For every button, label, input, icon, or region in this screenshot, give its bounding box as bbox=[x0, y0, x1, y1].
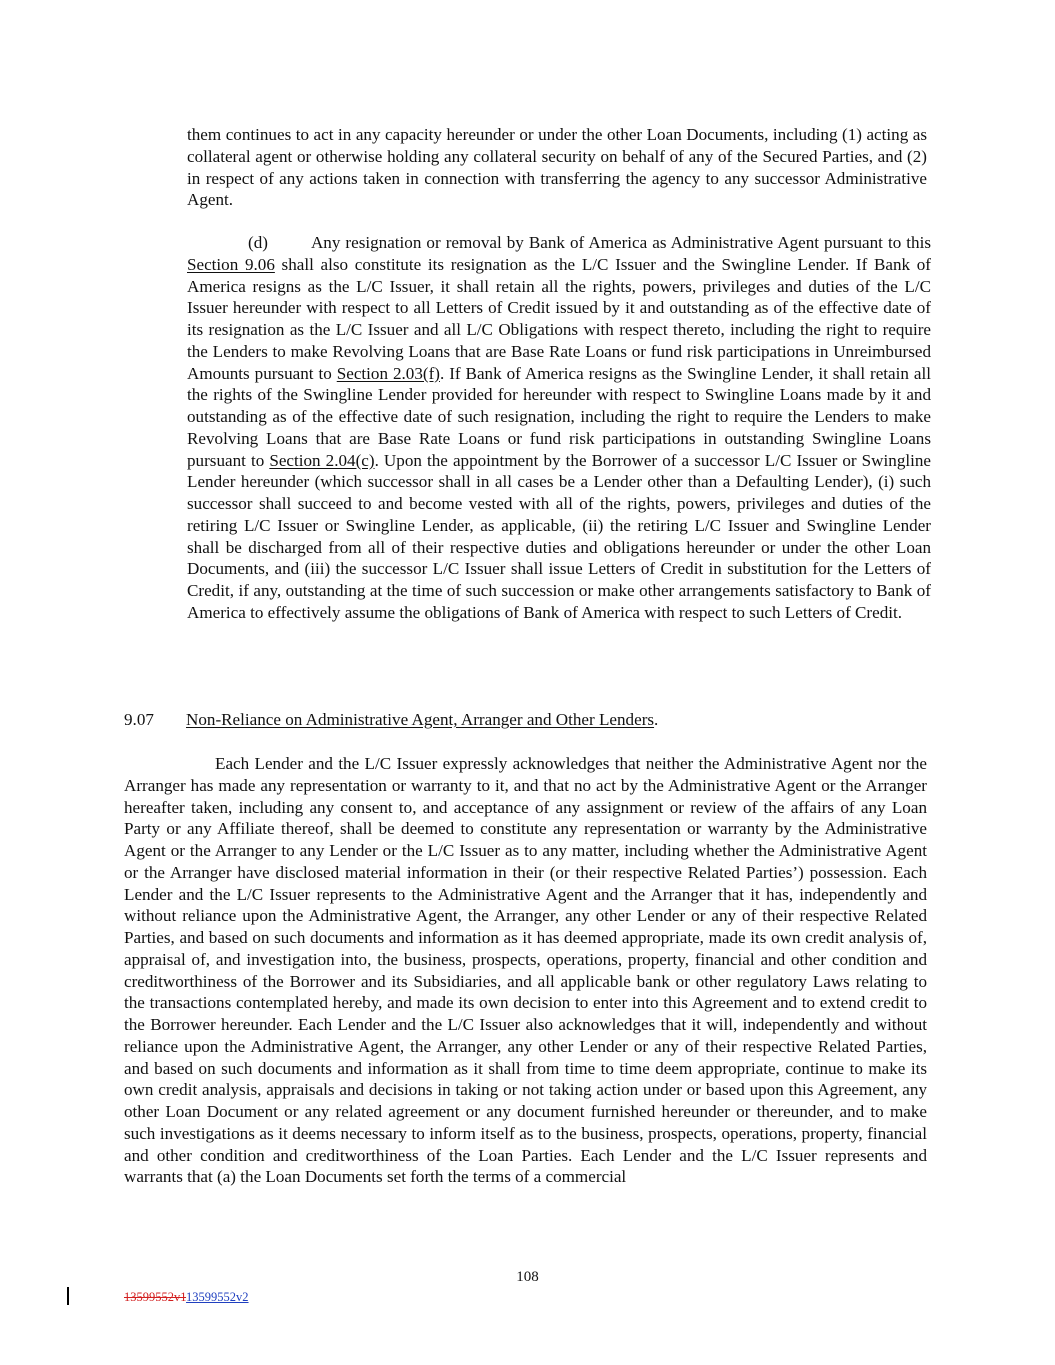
section-number: 9.07 bbox=[124, 710, 154, 729]
section-heading-9-07: 9.07 Non-Reliance on Administrative Agent, Arranger and Other Lenders. bbox=[124, 710, 659, 729]
section-2-04c-reference: Section 2.04(c) bbox=[269, 450, 375, 470]
inserted-doc-id: 13599552v2 bbox=[186, 1290, 249, 1304]
change-bar bbox=[67, 1287, 69, 1305]
document-id bbox=[124, 1290, 249, 1305]
deleted-doc-id: 13599552v1 bbox=[124, 1290, 187, 1304]
paragraph-d: (d) Any resignation or removal by Bank of America as Administrative Agent pursuant to this Section 9.06 shall also constitute its resignation as the L/C Issuer and the Swingline Lender. If Bank of America resigns as the L/C Issuer, it shall retain all the rights, powers, privileges and duties of the L/C Issuer hereunder with respect to all Letters of Credit issued by it and outstanding as of the effective date of its resignation as the L/C Issuer and all L/C Obligations with respect thereto, including the right to require the Lenders to make Revolving Loans that are Base Rate Loans or fund risk participations in Unreimbursed Amounts pursuant to Section 2.03(f). If Bank of America resigns as the Swingline Lender, it shall retain all the rights of the Swingline Lender provided for hereunder with respect to Swingline Loans made by it and outstanding as of the effective date of such resignation, including the right to require the Lenders to make Revolving Loans that are Base Rate Loans or fund risk participations in outstanding Swingline Loans pursuant to Section 2.04(c). Upon the appointment by the Borrower of a successor L/C Issuer or Swingline Lender hereunder (which successor shall in all cases be a Lender other than a Defaulting Lender), (i) such successor shall succeed to and become vested with all of the rights, powers, privileges and duties of the retiring L/C Issuer or Swingline Lender, as applicable, (ii) the retiring L/C Issuer and Swingline Lender shall be discharged from all of their respective duties and obligations hereunder or under the other Loan Documents, and (iii) the successor L/C Issuer shall issue Letters of Credit in substitution for the Letters of Credit, if any, outstanding at the time of such succession or make other arrangements satisfactory to Bank of America to effectively assume the obligations of Bank of America with respect to such Letters of Credit. bbox=[187, 233, 931, 622]
section-9-06-reference: Section 9.06 bbox=[187, 254, 275, 274]
continued-paragraph: them continues to act in any capacity hereunder or under the other Loan Documents, including (1) acting as collateral agent or otherwise holding any collateral security on behalf of any of the Secured Parties, and (2) in respect of any actions taken in connection with transferring the agency to any successor Administrative Agent. bbox=[187, 125, 927, 210]
page-number: 108 bbox=[516, 1269, 539, 1285]
paragraph-d-label: (d) bbox=[248, 233, 268, 252]
section-2-03f-reference: Section 2.03(f) bbox=[336, 363, 440, 383]
section-title: Non-Reliance on Administrative Agent, Arranger and Other Lenders bbox=[186, 710, 655, 729]
section-9-07-body: Each Lender and the L/C Issuer expressly acknowledges that neither the Administrative Agent nor the Arranger has made any representation or warranty to it, and that no act by the Administrative Agent or the Arranger hereafter taken, including any consent to, and acceptance of any assignment or review of the affairs of any Loan Party or any Affiliate thereof, shall be deemed to constitute any representation or warranty by the Administrative Agent or the Arranger to any Lender or the L/C Issuer as to any matter, including whether the Administrative Agent or the Arranger have disclosed material information in their (or their respective Related Parties’) possession. Each Lender and the L/C Issuer represents to the Administrative Agent and the Arranger that it has, independently and without reliance upon the Administrative Agent, the Arranger, any other Lender or any of their respective Related Parties, and based on such documents and information as it has deemed appropriate, made its own credit analysis of, appraisal of, and investigation into, the business, prospects, operations, property, financial and other condition and creditworthiness of the Borrower and its Subsidiaries, and all applicable bank or other regulatory Laws relating to the transactions contemplated hereby, and made its own decision to enter into this Agreement and to extend credit to the Borrower hereunder. Each Lender and the L/C Issuer also acknowledges that it will, independently and without reliance upon the Administrative Agent, the Arranger, any other Lender or any of their respective Related Parties, and based on such documents and information as it shall from time to time deem appropriate, continue to make its own credit analysis, appraisals and decisions in taking or not taking action under or based upon this Agreement, any other Loan Document or any related agreement or any document furnished hereunder or thereunder, and to make such investigations as it deems necessary to inform itself as to the business, prospects, operations, property, financial and other condition and creditworthiness of the Loan Parties. Each Lender and the L/C Issuer represents and warrants that (a) the Loan Documents set forth the terms of a commercial bbox=[124, 754, 927, 1187]
